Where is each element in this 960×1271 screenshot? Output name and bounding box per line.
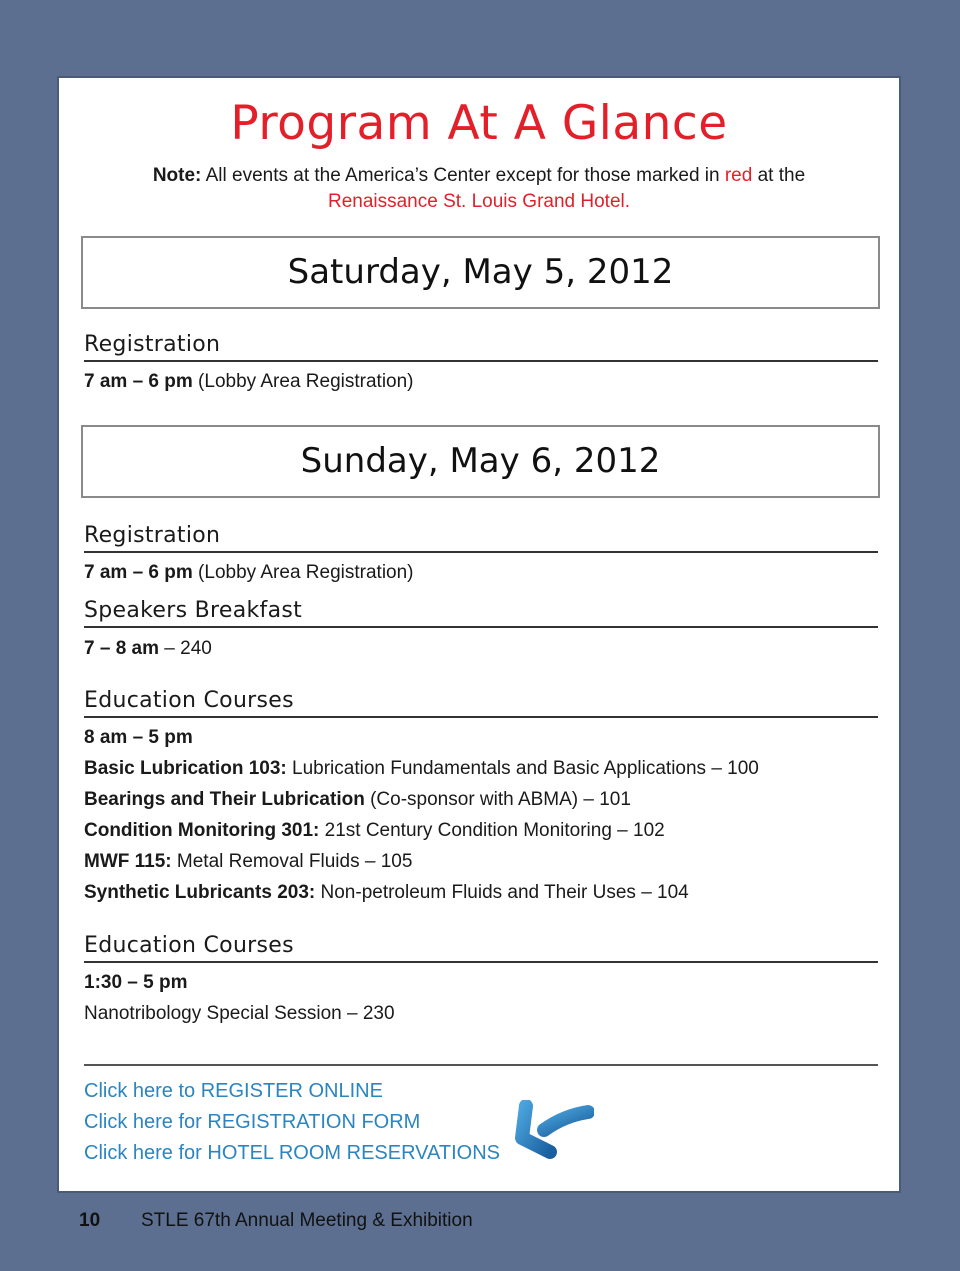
course-line: Bearings and Their Lubrication (Co-sponsor with ABMA) – 101 — [84, 789, 631, 810]
time: 7 am – 6 pm — [84, 371, 193, 392]
detail: – 240 — [159, 638, 212, 659]
course-line: Synthetic Lubricants 203: Non-petroleum Fluids and Their Uses – 104 — [84, 882, 689, 903]
footer-page-number: 10 — [79, 1210, 101, 1231]
course-line: Condition Monitoring 301: 21st Century Condition Monitoring – 102 — [84, 820, 665, 841]
arrow-left-pointer-icon — [514, 1100, 594, 1171]
divider — [84, 1064, 878, 1066]
note-text-end: at the — [752, 165, 806, 186]
course-line: Basic Lubrication 103: Lubrication Fundamentals and Basic Applications – 100 — [84, 758, 759, 779]
registration-line-saturday — [84, 371, 414, 393]
time: 7 – 8 am — [84, 638, 159, 659]
note-red-word: red — [724, 165, 753, 186]
time: 7 am – 6 pm — [84, 562, 193, 583]
section-head-registration-saturday: Registration — [84, 332, 878, 362]
program-page — [57, 76, 901, 1193]
section-head-education-courses-2: Education Courses — [84, 933, 878, 963]
detail: (Lobby Area Registration) — [192, 371, 414, 392]
course-line: MWF 115: Metal Removal Fluids – 105 — [84, 851, 413, 872]
nanotribology-line: Nanotribology Special Session – 230 — [84, 1003, 395, 1024]
section-head-education-courses-1: Education Courses — [84, 688, 878, 718]
detail: (Lobby Area Registration) — [192, 562, 414, 583]
register-online-link[interactable]: Click here to REGISTER ONLINE — [84, 1080, 383, 1102]
section-head-registration-sunday: Registration — [84, 523, 878, 553]
note — [59, 163, 899, 215]
footer-event-name: STLE 67th Annual Meeting & Exhibition — [141, 1210, 473, 1231]
education-time-2: 1:30 – 5 pm — [84, 972, 188, 993]
page-title: Program At A Glance — [230, 96, 728, 151]
hotel-reservations-link[interactable]: Click here for HOTEL ROOM RESERVATIONS — [84, 1142, 501, 1164]
section-head-speakers-breakfast: Speakers Breakfast — [84, 598, 878, 628]
note-text: All events at the America’s Center except for those marked in — [201, 165, 725, 186]
breakfast-line — [84, 638, 212, 660]
note-hotel: Renaissance St. Louis Grand Hotel. — [327, 191, 631, 212]
registration-line-sunday — [84, 562, 414, 584]
education-time-1: 8 am – 5 pm — [84, 727, 193, 748]
day-box-sunday: Sunday, May 6, 2012 — [81, 425, 880, 498]
note-label: Note: — [152, 165, 202, 186]
registration-form-link[interactable]: Click here for REGISTRATION FORM — [84, 1111, 421, 1133]
day-box-saturday: Saturday, May 5, 2012 — [81, 236, 880, 309]
